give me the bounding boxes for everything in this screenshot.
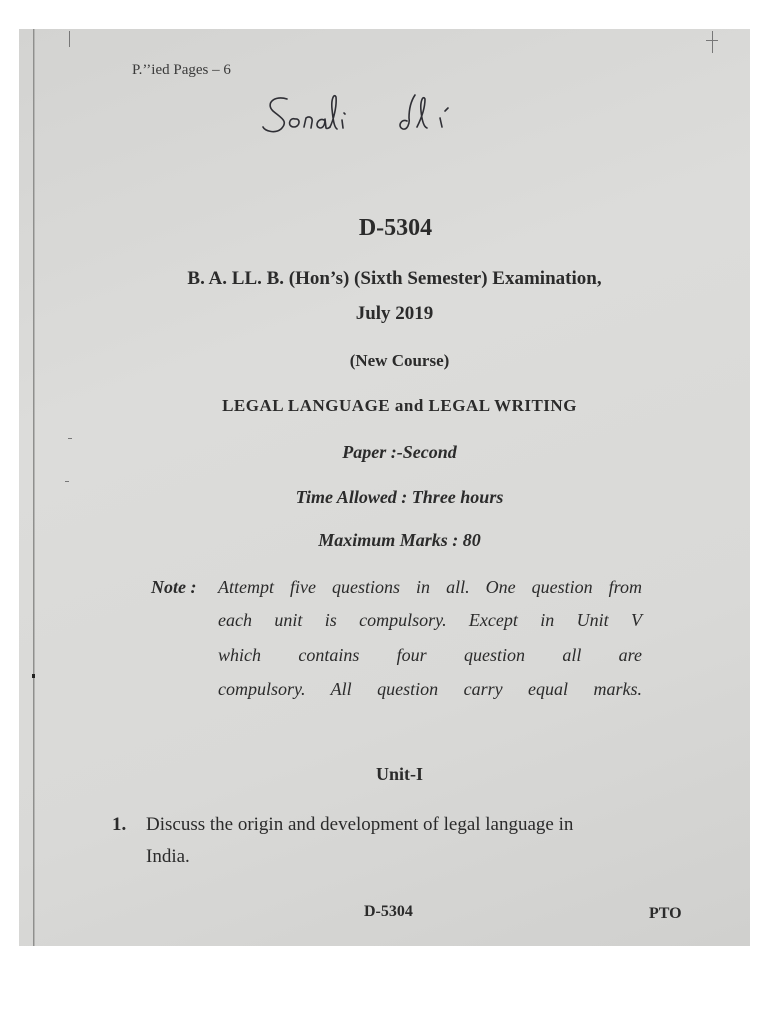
exam-paper-photo [19, 29, 750, 946]
paper-number: Paper :-Second [342, 442, 457, 462]
ink-dot [32, 674, 35, 678]
show-through-text [249, 169, 253, 189]
note-line: compulsory. All question carry equal marks. [218, 679, 642, 699]
footer-paper-code: D-5304 [364, 903, 413, 920]
note-line: each unit is compulsory. Except in Unit V [218, 610, 642, 630]
unit-heading: Unit-I [375, 764, 423, 784]
question-number: 1. [112, 814, 127, 835]
course-label: (New Course) [349, 351, 450, 370]
exam-title: B. A. LL. B. (Hon’s) (Sixth Semester) Examination, [187, 268, 602, 289]
maximum-marks: Maximum Marks : 80 [318, 530, 481, 550]
fold-mark [706, 40, 718, 41]
subject-title: LEGAL LANGUAGE and LEGAL WRITING [222, 396, 577, 415]
fold-mark [69, 31, 70, 47]
handwritten-note [257, 87, 477, 147]
show-through-text [199, 149, 203, 169]
footer-pto: PTO [649, 905, 682, 922]
note-line: which contains four question all are [218, 645, 642, 665]
fold-mark [68, 438, 72, 439]
note-line: Attempt five questions in all. One question from [218, 577, 642, 597]
note-label: Note : [151, 577, 197, 597]
fold-mark [712, 31, 713, 53]
question-text: India. [146, 846, 190, 867]
paper-code: D-5304 [358, 215, 433, 241]
question-text: Discuss the origin and development of legal language in [146, 814, 574, 835]
printed-pages: P.’’ied Pages – 6 [132, 62, 231, 78]
exam-session: July 2019 [355, 303, 434, 324]
time-allowed: Time Allowed : Three hours [295, 487, 504, 507]
fold-mark [65, 481, 69, 482]
